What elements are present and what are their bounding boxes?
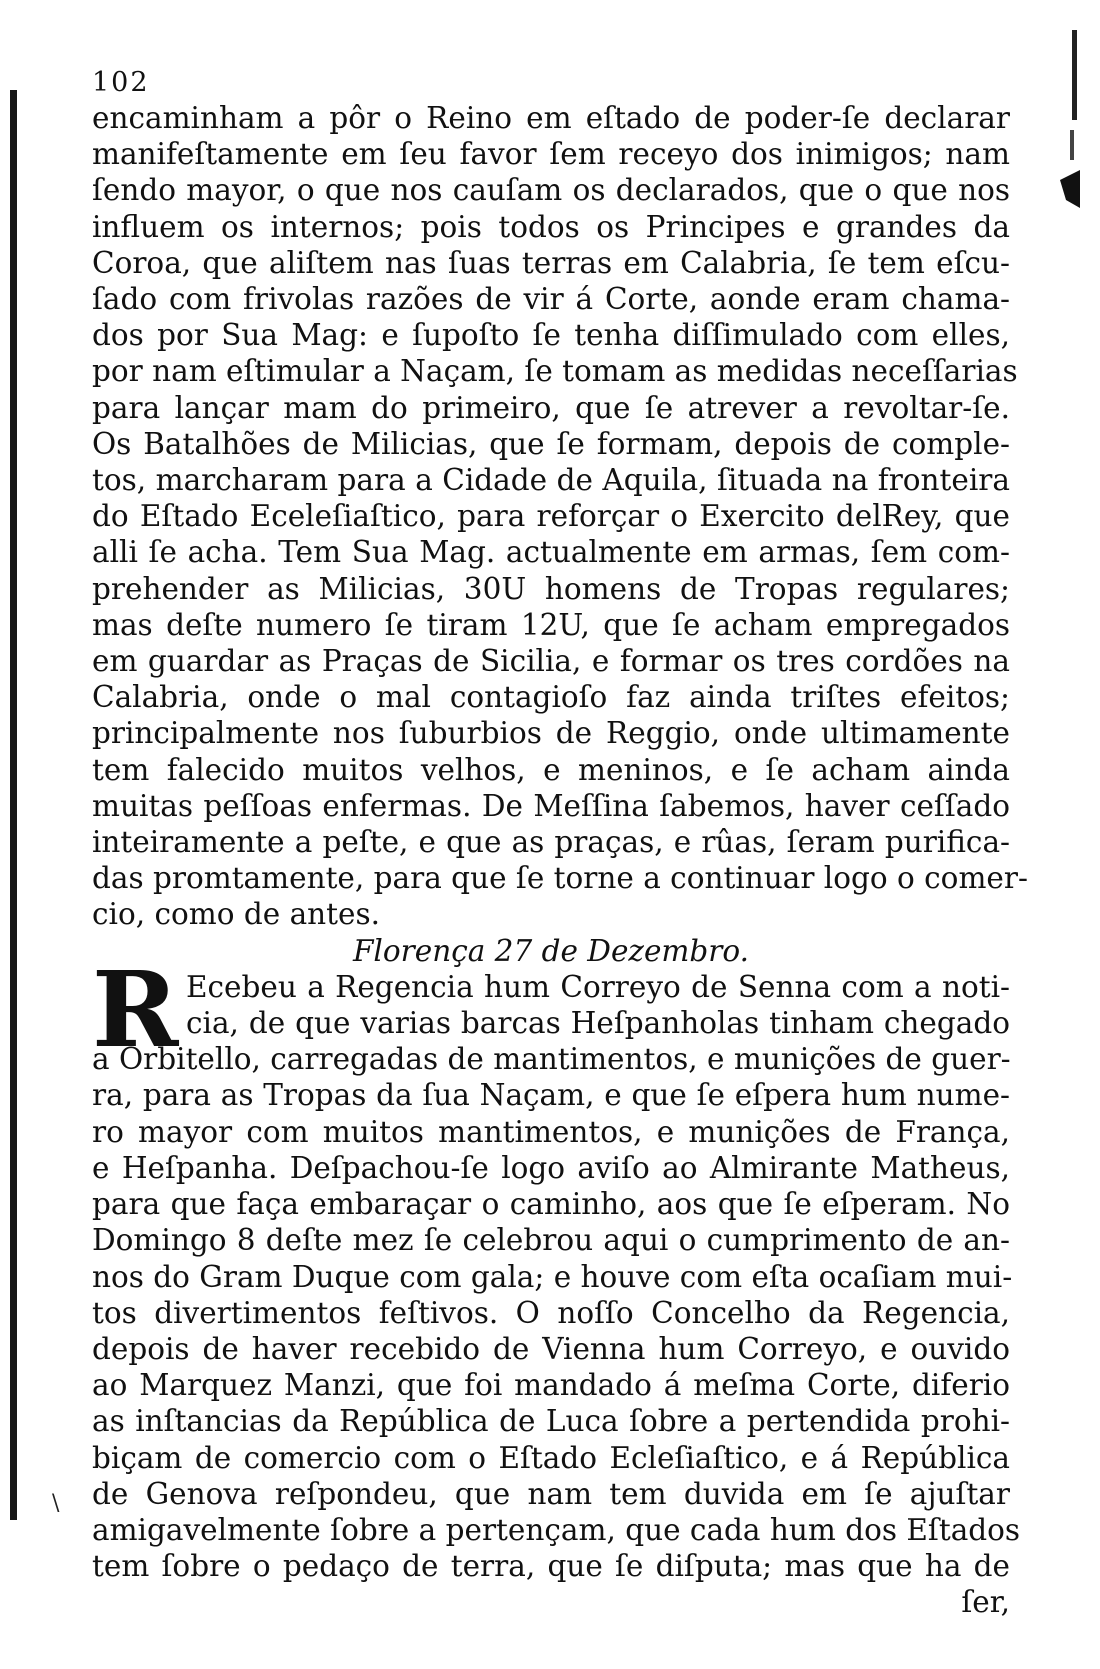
text-line: encaminham a pôr o Reino em eſtado de poder-ſe declarar	[92, 101, 1010, 135]
text-line: e Heſpanha. Deſpachou-ſe logo aviſo ao Almirante Matheus,	[92, 1150, 1010, 1185]
text-line: biçam de comercio com o Eſtado Ecleſiaſtico, e á República	[92, 1440, 1010, 1475]
paragraph-2	[92, 1041, 1021, 1584]
paragraph-2-indented-lines	[92, 969, 1010, 1041]
text-line: a Orbitello, carregadas de mantimentos, e munições de guer-	[92, 1042, 1011, 1077]
scan-left-border	[10, 90, 17, 1520]
scan-margin-mark: \	[52, 1491, 60, 1516]
text-line: tem falecido muitos velhos, e meninos, e ſe acham ainda	[92, 752, 1010, 787]
text-line: depois de haver recebido de Vienna hum Correyo, e ouvido	[92, 1331, 1010, 1366]
text-line: as inſtancias da República de Luca ſobre a pertendida prohi-	[92, 1404, 1010, 1439]
text-line: Domingo 8 deſte mez ſe celebrou aqui o cumprimento de an-	[92, 1223, 1010, 1258]
text-line: Coroa, que aliſtem nas ſuas terras em Calabria, ſe tem eſcu-	[92, 245, 1010, 280]
text-line: para que faça embaraçar o caminho, aos que ſe eſperam. No	[92, 1187, 1010, 1222]
dateline: Florença 27 de Dezembro.	[352, 933, 750, 968]
text-line: ra, para as Tropas da ſua Naçam, e que ſe eſpera hum nume-	[92, 1078, 1010, 1113]
text-line: ao Marquez Manzi, que foi mandado á meſma Corte, diferio	[92, 1368, 1010, 1403]
text-line: tem ſobre o pedaço de terra, que ſe diſputa; mas que ha de	[92, 1549, 1010, 1584]
catchword: ſer,	[961, 1585, 1010, 1620]
text-line: ſado com frivolas razões de vir á Corte, aonde eram chama-	[92, 282, 1010, 317]
text-line: das promtamente, para que ſe torne a continuar logo o comer-	[92, 861, 1028, 896]
text-line: principalmente nos ſuburbios de Reggio, onde ultimamente	[92, 716, 1010, 751]
scan-right-border	[1056, 30, 1082, 210]
paragraph-1	[92, 100, 1028, 933]
page	[92, 67, 1028, 1621]
text-line: cia, de que varias barcas Heſpanholas tinham chegado	[186, 1006, 1010, 1041]
text-line: cio, como de antes.	[92, 897, 380, 932]
text-line: manifeſtamente em ſeu favor ſem receyo dos inimigos; nam	[92, 137, 1010, 172]
text-line: Calabria, onde o mal contagioſo faz ainda triſtes efeitos;	[92, 680, 1010, 715]
text-line: em guardar as Praças de Sicilia, e formar os tres cordões na	[92, 644, 1010, 679]
text-line: alli ſe acha. Tem Sua Mag. actualmente em armas, ſem com-	[92, 535, 1010, 570]
text-line: influem os internos; pois todos os Principes e grandes da	[92, 209, 1010, 244]
text-line: para lançar mam do primeiro, que ſe atrever a revoltar-ſe.	[92, 390, 1010, 425]
text-line: tos, marcharam para a Cidade de Aquila, ſituada na fronteira	[92, 463, 1010, 498]
text-line: prehender as Milicias, 30U homens de Tropas regulares;	[92, 571, 1010, 606]
text-line: dos por Sua Mag: e ſupoſto ſe tenha diſſimulado com elles,	[92, 318, 1010, 353]
text-line: por nam eſtimular a Naçam, ſe tomam as medidas neceſſarias	[92, 354, 1018, 389]
text-line: do Eſtado Eceleſiaſtico, para reforçar o Exercito delRey, que	[92, 499, 1010, 534]
text-line: inteiramente a peſte, e que as praças, e rûas, ſeram purifica-	[92, 825, 1010, 860]
text-line: Os Batalhões de Milicias, que ſe formam, depois de comple-	[92, 426, 1010, 461]
text-line: ſendo mayor, o que nos cauſam os declarados, que o que nos	[92, 173, 1010, 208]
text-line: amigavelmente ſobre a pertençam, que cada hum dos Eſtados	[92, 1512, 1021, 1547]
text-line: mas deſte numero ſe tiram 12U, que ſe acham empregados	[92, 607, 1010, 642]
text-line: ro mayor com muitos mantimentos, e munições de França,	[92, 1114, 1010, 1149]
text-line: muitas peſſoas enfermas. De Meſſina ſabemos, haver ceſſado	[92, 788, 1010, 823]
text-line: de Genova reſpondeu, que nam tem duvida em ſe ajuſtar	[92, 1476, 1010, 1511]
text-line: nos do Gram Duque com gala; e houve com eſta ocaſiam mui-	[92, 1259, 1013, 1294]
drop-cap: R	[92, 947, 179, 1071]
text-line: tos divertimentos feſtivos. O noſſo Concelho da Regencia,	[92, 1295, 1010, 1330]
page-number: 102	[92, 67, 150, 98]
text-line: Ecebeu a Regencia hum Correyo de Senna com a noti-	[186, 969, 1010, 1004]
